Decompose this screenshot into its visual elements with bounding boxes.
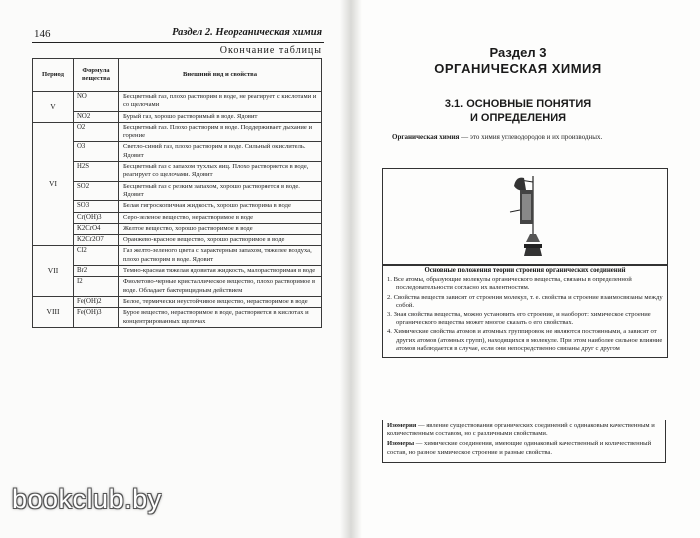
- formula-cell: Cl2: [74, 246, 119, 266]
- properties-cell: Серо-зеленое вещество, нерастворимое в воде: [119, 212, 322, 223]
- intro-paragraph: [384, 133, 656, 142]
- header-properties: Внешний вид и свойства: [119, 59, 322, 92]
- period-cell: V: [33, 92, 74, 123]
- section-title: ОРГАНИЧЕСКАЯ ХИМИЯ: [434, 61, 602, 76]
- isomers-definition: [387, 440, 661, 456]
- properties-cell: Бесцветный газ с запахом тухлых яиц. Плохо растворяется в воде, реагирует со щелочами. Ядовит: [119, 162, 322, 182]
- formula-cell: K2Cr2O7: [74, 235, 119, 246]
- formula-cell: H2S: [74, 162, 119, 182]
- running-head: Раздел 2. Неорганическая химия: [172, 27, 322, 38]
- watermark-logo: bookclub.by: [12, 484, 162, 514]
- table-row: [33, 122, 322, 142]
- properties-cell: Бесцветный газ, плохо растворим в воде, не реагирует с кислотами и со щелочами: [119, 92, 322, 112]
- header-rule: [32, 42, 324, 43]
- isomery-text: — явление существования органических соединений с одинаковым качественным и количественным составом, но с различными свойствами.: [387, 422, 655, 438]
- table-header-row: [33, 59, 322, 92]
- formula-cell: O3: [74, 142, 119, 162]
- properties-cell: Желтое вещество, хорошо растворимое в воде: [119, 223, 322, 234]
- properties-cell: Бурый газ, хорошо растворимый в воде. Ядовит: [119, 111, 322, 122]
- theory-item-1: 1. Все атомы, образующие молекулы органического вещества, связаны в определенной последовательности согласно их валентностям.: [387, 276, 632, 292]
- formula-cell: Br2: [74, 266, 119, 277]
- table-body: [33, 92, 322, 328]
- period-cell: VIII: [33, 296, 74, 327]
- header-period: Период: [33, 59, 74, 92]
- properties-cell: Газ желто-зеленого цвета с характерным запахом, тяжелее воздуха, плохо растворим в воде. Ядовит: [119, 246, 322, 266]
- theory-list: [383, 276, 667, 357]
- section-label: Раздел 3: [489, 45, 547, 60]
- isomers-term: Изомеры: [387, 440, 415, 448]
- definitions-box: [382, 420, 666, 463]
- table-row: [33, 277, 322, 297]
- properties-cell: Светло-синий газ, плохо растворим в воде. Сильный окислитель. Ядовит: [119, 142, 322, 162]
- formula-cell: NO2: [74, 111, 119, 122]
- subsection-title-line1: 3.1. ОСНОВНЫЕ ПОНЯТИЯ: [444, 98, 592, 110]
- theory-item-4: 4. Химические свойства атомов и атомных группировок не являются постоянными, а зависят от других атомов (атомных групп), находящихся в молекуле. При этом наиболее сильное влияние атомов наблюдается в случае, если они непосредственно связаны друг с другом: [387, 328, 663, 352]
- table-continuation-label: Окончание таблицы: [219, 45, 322, 56]
- substances-table: [32, 58, 322, 328]
- properties-cell: Бесцветный газ. Плохо растворим в воде. Поддерживает дыхание и горение: [119, 122, 322, 142]
- table-row: [33, 111, 322, 122]
- properties-cell: Оранжево-красное вещество, хорошо растворимое в воде: [119, 235, 322, 246]
- formula-cell: O2: [74, 122, 119, 142]
- formula-cell: SO2: [74, 181, 119, 201]
- formula-cell: Cr(OH)3: [74, 212, 119, 223]
- table-row: [33, 162, 322, 182]
- theory-box: [382, 264, 668, 358]
- properties-cell: Белая гигроскопичная жидкость, хорошо растворима в воде: [119, 201, 322, 212]
- isomery-term: Изомерия: [387, 422, 417, 429]
- table-row: [33, 201, 322, 212]
- formula-cell: NO: [74, 92, 119, 112]
- intro-term: Органическая химия: [392, 133, 460, 141]
- subsection-title-line2: И ОПРЕДЕЛЕНИЯ: [469, 112, 567, 124]
- table-row: [33, 296, 322, 307]
- intro-definition: — это химия углеводородов и их производных.: [459, 133, 603, 141]
- table-row: [33, 92, 322, 112]
- formula-cell: I2: [74, 277, 119, 297]
- isomers-text: — химические соединения, имеющие одинаковый качественный и количественный состав, но разное химическое строение и разные свойства.: [387, 440, 652, 456]
- formula-cell: Fe(OH)2: [74, 296, 119, 307]
- table-row: [33, 181, 322, 201]
- page-number: 146: [34, 28, 51, 40]
- header-formula: Формула вещества: [74, 59, 119, 92]
- theory-item-2: 2. Свойства веществ зависят от строения молекул, т. е. свойства и строение взаимосвязаны между собой.: [387, 293, 663, 309]
- formula-cell: SO3: [74, 201, 119, 212]
- formula-cell: K2CrO4: [74, 223, 119, 234]
- formula-cell: Fe(OH)3: [74, 308, 119, 328]
- table-row: [33, 223, 322, 234]
- period-cell: VII: [33, 246, 74, 296]
- properties-cell: Темно-красная тяжелая ядовитая жидкость, малорастворимая в воде: [119, 266, 322, 277]
- period-cell: VI: [33, 122, 74, 246]
- table-row: [33, 266, 322, 277]
- table-row: [33, 212, 322, 223]
- book-gutter: [340, 0, 362, 538]
- theory-title: Основные положения теории строения органических соединений: [424, 267, 626, 274]
- butlerov-portrait-illustration: [500, 172, 560, 262]
- properties-cell: Белое, термически неустойчивое вещество, нерастворимое в воде: [119, 296, 322, 307]
- properties-cell: Бурое вещество, нерастворимое в воде, растворяется в кислотах и концентрированных щелочах: [119, 308, 322, 328]
- table-row: [33, 246, 322, 266]
- properties-cell: Фиолетово-черные кристаллическое вещество, плохо растворимое в воде. Обладает бактерицидным действием: [119, 277, 322, 297]
- table-row: [33, 142, 322, 162]
- properties-cell: Бесцветный газ с резким запахом, хорошо растворяется в воде. Ядовит: [119, 181, 322, 201]
- isomery-definition: [387, 422, 661, 438]
- table-row: [33, 235, 322, 246]
- theory-item-3: 3. Зная свойства вещества, можно установить его строение, и наоборот: химическое строение органического вещества может многое сказать о его свойствах.: [387, 311, 651, 327]
- table-row: [33, 308, 322, 328]
